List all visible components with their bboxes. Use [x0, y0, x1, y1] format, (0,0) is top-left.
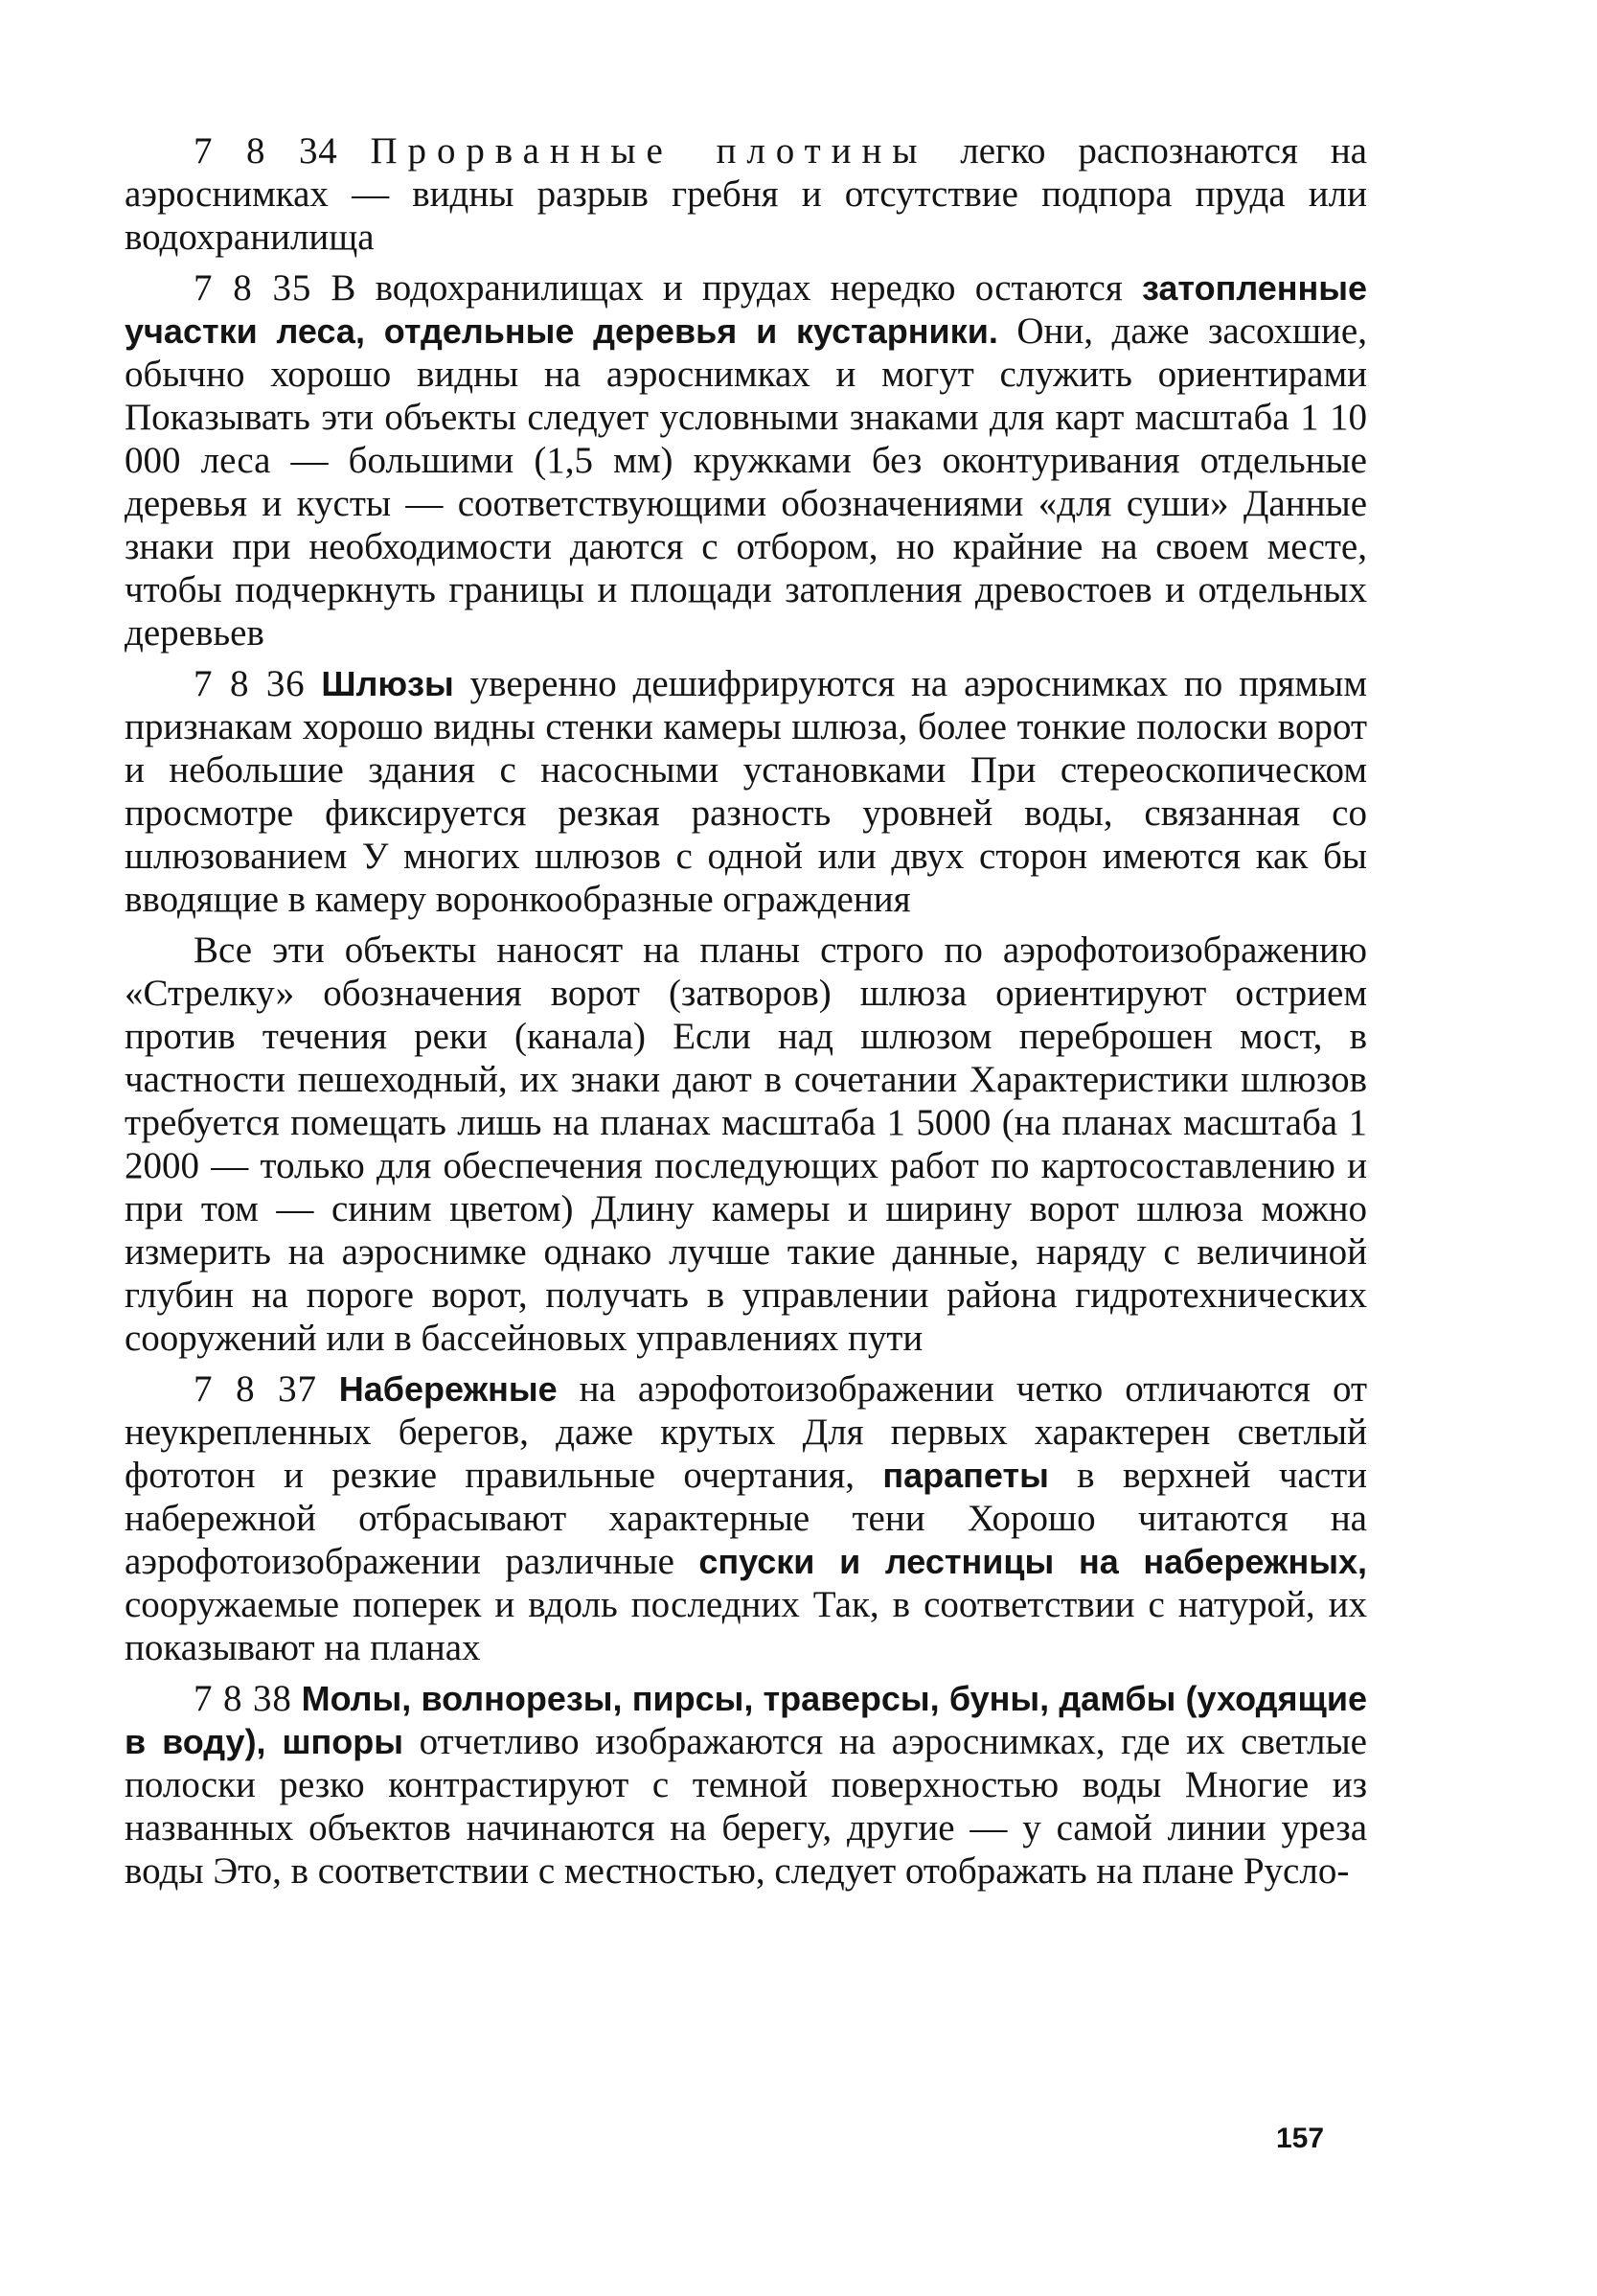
- paragraph-text: Они, даже засохшие, обычно хорошо видны на аэроснимках и могут служить ориентирами Показывать эти объекты следует условными знаками для карт масштаба 1 10 000 леса — большими (1,5 мм) кружками без оконтуривания отдельные деревья и кусты — соответствующими обозначениями «для суши» Данные знаки при необходимости даются с отбором, но крайние на своем месте, чтобы подчеркнуть границы и площади затопления древостоев и отдельных деревьев: [125, 310, 1367, 654]
- paragraph-7-8-37: [125, 1367, 1367, 1669]
- section-number: 7 8 38: [194, 1678, 292, 1719]
- paragraph-text: В водохранилищах и прудах нередко остаются: [311, 267, 1142, 309]
- bold-term: парапеты: [882, 1456, 1049, 1495]
- page-number: 157: [1276, 2123, 1325, 2154]
- paragraph-text: уверенно дешифрируются на аэроснимках по прямым признакам хорошо видны стенки камеры шлюза, более тонкие полоски ворот и небольшие здания с насосными установками При стереоскопическом просмотре фиксируется резкая разность уровней воды, связанная со шлюзованием У многих шлюзов с одной или двух сторон имеются как бы вводящие в камеру воронкообразные ограждения: [125, 663, 1367, 920]
- spaced-term: Прорванные плотины: [370, 130, 928, 172]
- paragraph-text: на аэрофотоизображении четко отличаются от неукрепленных берегов, даже крутых Для первых характерен светлый фототон и резкие правильные очертания,: [125, 1368, 1367, 1496]
- section-number: 7 8 37: [194, 1368, 317, 1410]
- bold-term: Шлюзы: [321, 664, 454, 703]
- section-number: 7 8 36: [194, 663, 306, 704]
- paragraph-text: Все эти объекты наносят на планы строго по аэрофотоизображению «Стрелку» обозначения ворот (затворов) шлюза ориентируют острием против течения реки (канала) Если над шлюзом переброшен мост, в частности пешеходный, их знаки дают в сочетании Характеристики шлюзов требуется помещать лишь на планах масштаба 1 5000 (на планах масштаба 1 2000 — только для обеспечения последующих работ по картосоставлению и при том — синим цветом) Длину камеры и ширину ворот шлюза можно измерить на аэроснимке однако лучше такие данные, наряду с величиной глубин на пороге ворот, получать в управлении района гидротехнических сооружений или в бассейновых управлениях пути: [125, 930, 1367, 1359]
- bold-term: затопленные участки леса, отдельные деревья и кустарники.: [125, 268, 1367, 351]
- section-number: 7 8 34: [194, 130, 338, 172]
- bold-term: Набережные: [338, 1369, 558, 1409]
- paragraph-locks-mapping: [125, 929, 1367, 1360]
- bold-term: Молы, волнорезы, пирсы, траверсы, буны, дамбы (уходящие в воду), шпоры: [125, 1679, 1368, 1761]
- paragraph-text: легко распознаются на аэроснимках — видны разрыв гребня и отсутствие подпора пруда или водохранилища: [125, 130, 1367, 258]
- paragraph-7-8-38: [125, 1677, 1367, 1893]
- paragraph-7-8-35: [125, 266, 1367, 654]
- paragraph-text: отчетливо изображаются на аэроснимках, где их светлые полоски резко контрастируют с темной поверхностью воды Многие из названных объектов начинаются на берегу, другие — у самой линии уреза воды Это, в соответствии с местностью, следует отображать на плане Русло-: [125, 1721, 1367, 1892]
- paragraph-text: сооружаемые поперек и вдоль последних Так, в соответствии с натурой, их показывают на планах: [125, 1584, 1367, 1668]
- paragraph-7-8-34: [125, 129, 1367, 259]
- page-text: [125, 129, 1367, 1893]
- paragraph-text: в верхней части набережной отбрасывают характерные тени Хорошо читаются на аэрофотоизображении различные: [125, 1455, 1367, 1582]
- section-number: 7 8 35: [194, 267, 312, 309]
- paragraph-7-8-36: [125, 662, 1367, 921]
- bold-term: спуски и лестницы на набережных,: [698, 1542, 1368, 1581]
